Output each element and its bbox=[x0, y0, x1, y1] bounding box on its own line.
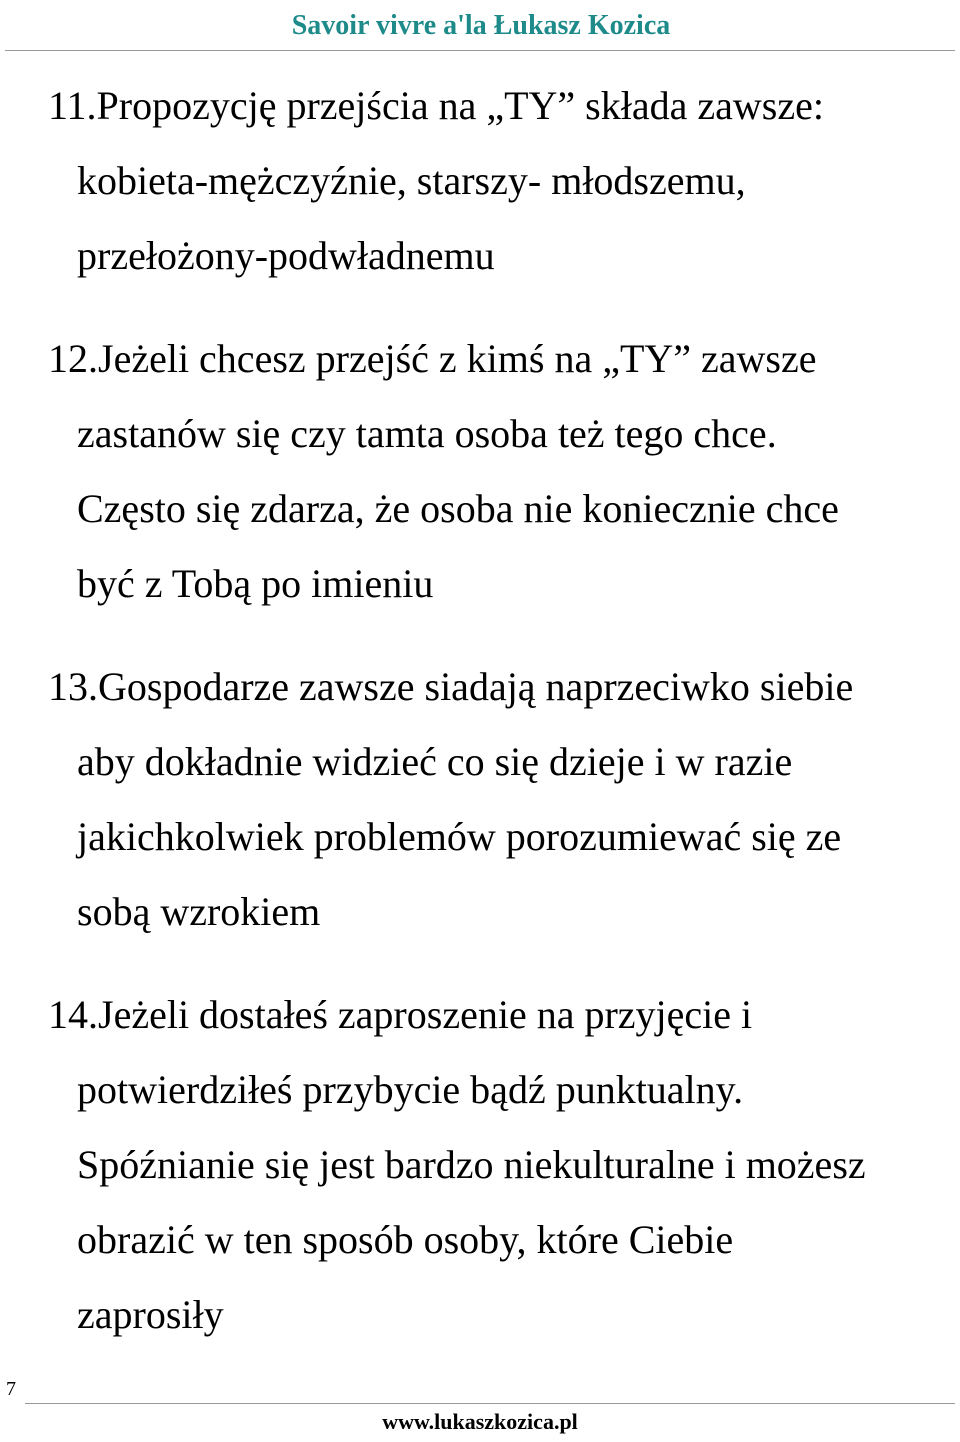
item-line: jakichkolwiek problemów porozumiewać się ze bbox=[77, 814, 842, 859]
document-title: Savoir vivre a'la Łukasz Kozica bbox=[291, 10, 671, 41]
item-line: zaprosiły bbox=[77, 1292, 224, 1337]
item-line: sobą wzrokiem bbox=[77, 889, 321, 934]
footer-divider bbox=[25, 1403, 955, 1404]
item-line: Jeżeli chcesz przejść z kimś na „TY” zawsze bbox=[98, 336, 817, 381]
page-header bbox=[0, 10, 960, 42]
header-divider bbox=[5, 50, 955, 51]
item-line: Spóźnianie się jest bardzo niekulturalne i możesz bbox=[77, 1142, 866, 1187]
item-number: 13.Gospodarze zawsze siadają naprzeciwko siebie bbox=[48, 664, 854, 709]
item-number: 11.Propozycję przejścia na „TY” składa zawsze: bbox=[48, 83, 824, 128]
item-line: aby dokładnie widzieć co się dzieje i w razie bbox=[77, 739, 793, 784]
item-line: obrazić w ten sposób osoby, które Ciebie bbox=[77, 1217, 734, 1262]
item-line: Gospodarze zawsze siadają naprzeciwko siebie bbox=[98, 664, 854, 709]
item-line: potwierdziłeś przybycie bądź punktualny. bbox=[77, 1067, 744, 1112]
page-number: 7 bbox=[6, 1378, 16, 1400]
item-line: zastanów się czy tamta osoba też tego chce. bbox=[77, 411, 777, 456]
item-number: 12.Jeżeli chcesz przejść z kimś na „TY” zawsze bbox=[48, 336, 817, 381]
item-line: kobieta-mężczyźnie, starszy- młodszemu, bbox=[77, 158, 746, 203]
item-line: Propozycję przejścia na „TY” składa zawsze: bbox=[96, 83, 824, 128]
item-line: Często się zdarza, że osoba nie koniecznie chce bbox=[77, 486, 839, 531]
item-line: przełożony-podwładnemu bbox=[77, 233, 495, 278]
footer-url: www.lukaszkozica.pl bbox=[382, 1409, 578, 1434]
item-line: Jeżeli dostałeś zaproszenie na przyjęcie i bbox=[98, 992, 753, 1037]
item-line: być z Tobą po imieniu bbox=[77, 561, 434, 606]
item-number: 14.Jeżeli dostałeś zaproszenie na przyjęcie i bbox=[48, 992, 753, 1037]
